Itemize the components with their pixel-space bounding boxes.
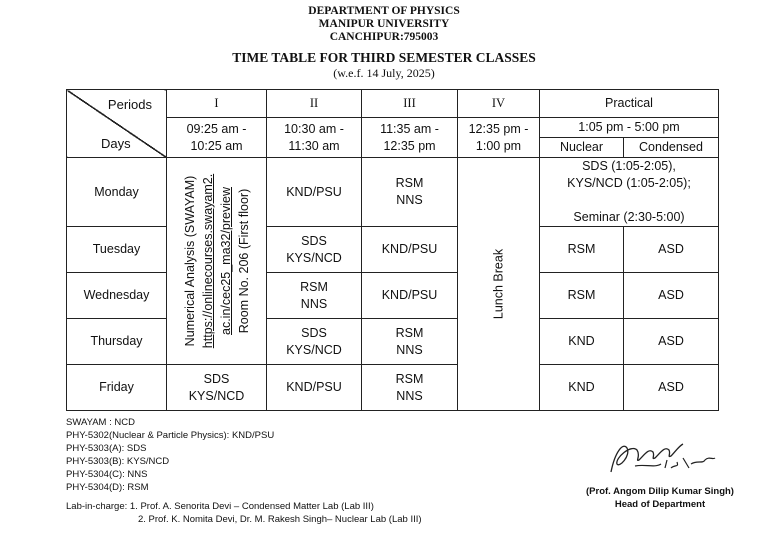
time-slot-practical: 1:05 pm - 5:00 pm — [540, 118, 719, 138]
day-thursday: Thursday — [67, 319, 167, 365]
period-header-2: II — [267, 90, 362, 118]
period-header-3: III — [362, 90, 458, 118]
tuesday-nuclear: RSM — [540, 227, 624, 273]
day-wednesday: Wednesday — [67, 273, 167, 319]
monday-p3: RSM NNS — [362, 158, 458, 227]
corner-cell — [67, 90, 167, 158]
period-header-1: I — [167, 90, 267, 118]
corner-periods-label: Periods — [107, 97, 152, 112]
university-address: CANCHIPUR:795003 — [329, 31, 439, 43]
swayam-course-name: Numerical Analysis (SWAYAM) — [182, 175, 197, 347]
legend-line: PHY-5302(Nuclear & Particle Physics): KND/PSU — [66, 430, 275, 441]
document-title: TIME TABLE FOR THIRD SEMESTER CLASSES — [232, 50, 536, 65]
lunch-break-label: Lunch Break — [491, 248, 505, 320]
friday-p3: RSM NNS — [362, 365, 458, 411]
thursday-p2: SDS KYS/NCD — [267, 319, 362, 365]
day-friday: Friday — [67, 365, 167, 411]
effective-date: (w.e.f. 14 July, 2025) — [333, 66, 435, 80]
lab-in-charge-2: 2. Prof. K. Nomita Devi, Dr. M. Rakesh Singh– Nuclear Lab (Lab III) — [138, 514, 422, 525]
day-tuesday: Tuesday — [67, 227, 167, 273]
thursday-condensed: ASD — [624, 319, 719, 365]
university-name: MANIPUR UNIVERSITY — [318, 18, 450, 30]
period1-swayam-cell — [167, 158, 267, 365]
legend-line: PHY-5304(D): RSM — [66, 482, 149, 493]
time-slot-1: 09:25 am - 10:25 am — [167, 118, 267, 158]
swayam-link-part2[interactable]: ac.in/cec25_ma32/preview — [218, 187, 233, 335]
course-legend — [66, 416, 274, 494]
thursday-p3: RSM NNS — [362, 319, 458, 365]
tuesday-p3: KND/PSU — [362, 227, 458, 273]
department-name: DEPARTMENT OF PHYSICS — [308, 5, 460, 17]
wednesday-condensed: ASD — [624, 273, 719, 319]
handwritten-signature — [605, 434, 720, 480]
monday-p2: KND/PSU — [267, 158, 362, 227]
tuesday-condensed: ASD — [624, 227, 719, 273]
time-slot-2: 10:30 am - 11:30 am — [267, 118, 362, 158]
thursday-nuclear: KND — [540, 319, 624, 365]
legend-line: PHY-5304(C): NNS — [66, 469, 148, 480]
period1-vertical-text — [181, 161, 253, 361]
wednesday-p2: RSM NNS — [267, 273, 362, 319]
swayam-room: Room No. 206 (First floor) — [236, 188, 251, 334]
friday-p2: KND/PSU — [267, 365, 362, 411]
time-slot-3: 11:35 am - 12:35 pm — [362, 118, 458, 158]
period-header-practical: Practical — [540, 90, 719, 118]
practical-nuclear-header: Nuclear — [540, 138, 624, 158]
lunch-break-cell — [458, 158, 540, 411]
time-slot-4: 12:35 pm - 1:00 pm — [458, 118, 540, 158]
monday-practical: SDS (1:05-2:05), KYS/NCD (1:05-2:05); Seminar (2:30-5:00) — [540, 158, 719, 227]
legend-line: PHY-5303(A): SDS — [66, 443, 147, 454]
wednesday-nuclear: RSM — [540, 273, 624, 319]
period-header-4: IV — [458, 90, 540, 118]
tuesday-p2: SDS KYS/NCD — [267, 227, 362, 273]
lab-in-charge-1: Lab-in-charge: 1. Prof. A. Senorita Devi – Condensed Matter Lab (Lab III) — [66, 501, 374, 512]
legend-line: PHY-5303(B): KYS/NCD — [66, 456, 170, 467]
timetable — [66, 89, 719, 411]
friday-nuclear: KND — [540, 365, 624, 411]
legend-line: SWAYAM : NCD — [66, 417, 135, 428]
friday-condensed: ASD — [624, 365, 719, 411]
hod-title: Head of Department — [614, 499, 706, 510]
day-monday: Monday — [67, 158, 167, 227]
practical-condensed-header: Condensed — [624, 138, 719, 158]
friday-p1: SDS KYS/NCD — [167, 365, 267, 411]
hod-name: (Prof. Angom Dilip Kumar Singh) — [586, 486, 734, 497]
swayam-link-part1[interactable]: https://onlinecourses.swayam2. — [200, 173, 215, 349]
wednesday-p3: KND/PSU — [362, 273, 458, 319]
corner-days-label: Days — [101, 136, 131, 151]
